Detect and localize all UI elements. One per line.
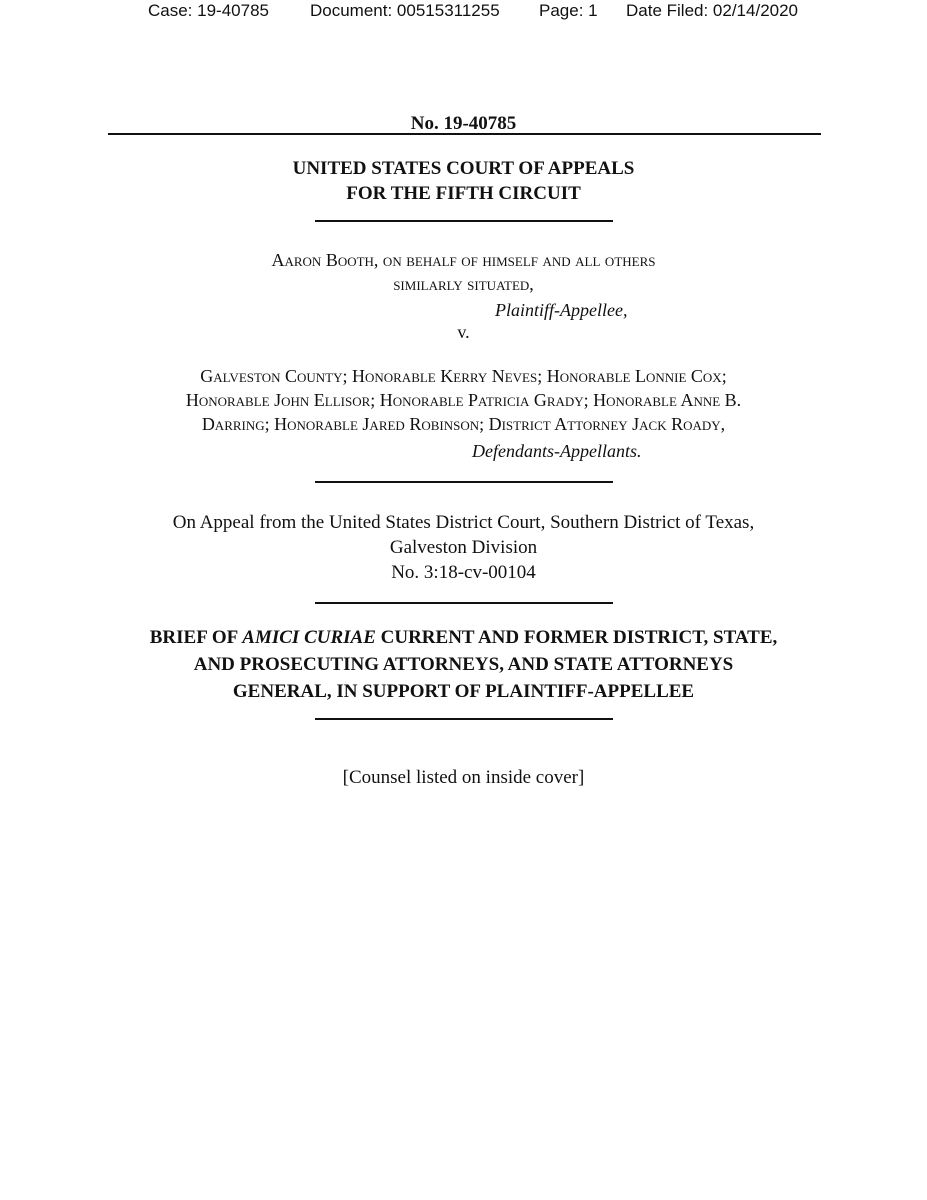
defendants-role: Defendants-Appellants. — [472, 441, 642, 461]
header-document-number: Document: 00515311255 — [310, 1, 500, 20]
header-date-filed: Date Filed: 02/14/2020 — [626, 1, 799, 20]
appeal-line1: On Appeal from the United States District Court, Southern District of Texas, — [172, 512, 755, 533]
divider-2 — [315, 481, 613, 483]
brief-title — [0, 624, 927, 705]
filing-header — [148, 0, 828, 22]
court-name-line2: FOR THE FIFTH CIRCUIT — [346, 183, 581, 204]
defendants-caption — [0, 364, 927, 436]
appeal-info — [0, 510, 927, 585]
brief-amici-curiae: AMICI CURIAE — [242, 627, 376, 648]
divider-4 — [315, 718, 613, 720]
divider-3 — [315, 602, 613, 604]
defendants-line1: Galveston County; Honorable Kerry Neves; Honorable Lonnie Cox; — [200, 366, 727, 386]
plaintiff-role: Plaintiff-Appellee, — [495, 300, 628, 320]
brief-line1-suffix: CURRENT AND FORMER DISTRICT, STATE, — [375, 627, 778, 648]
plaintiff-caption — [0, 248, 927, 296]
defendants-line3: Darring; Honorable Jared Robinson; District Attorney Jack Roady, — [201, 414, 726, 434]
versus: v. — [457, 322, 470, 342]
top-divider — [108, 133, 821, 135]
brief-line2: AND PROSECUTING ATTORNEYS, AND STATE ATTORNEYS — [193, 654, 734, 675]
brief-line1 — [0, 624, 927, 651]
court-name — [0, 156, 927, 206]
counsel-note: [Counsel listed on inside cover] — [342, 767, 585, 788]
case-number: No. 19-40785 — [410, 113, 517, 134]
plaintiff-line1: Aaron Booth, on behalf of himself and all others — [271, 250, 656, 270]
brief-line3: GENERAL, IN SUPPORT OF PLAINTIFF-APPELLEE — [232, 681, 695, 702]
court-name-line1: UNITED STATES COURT OF APPEALS — [292, 158, 635, 179]
defendants-line2: Honorable John Ellisor; Honorable Patricia Grady; Honorable Anne B. — [185, 390, 742, 410]
plaintiff-line2: similarly situated, — [393, 274, 534, 294]
divider-1 — [315, 220, 613, 222]
header-page-number: Page: 1 — [539, 1, 598, 20]
appeal-line3: No. 3:18-cv-00104 — [391, 562, 536, 583]
appeal-line2: Galveston Division — [389, 537, 538, 558]
header-case-number: Case: 19-40785 — [148, 1, 269, 20]
brief-line1-prefix: BRIEF OF — [149, 627, 243, 648]
